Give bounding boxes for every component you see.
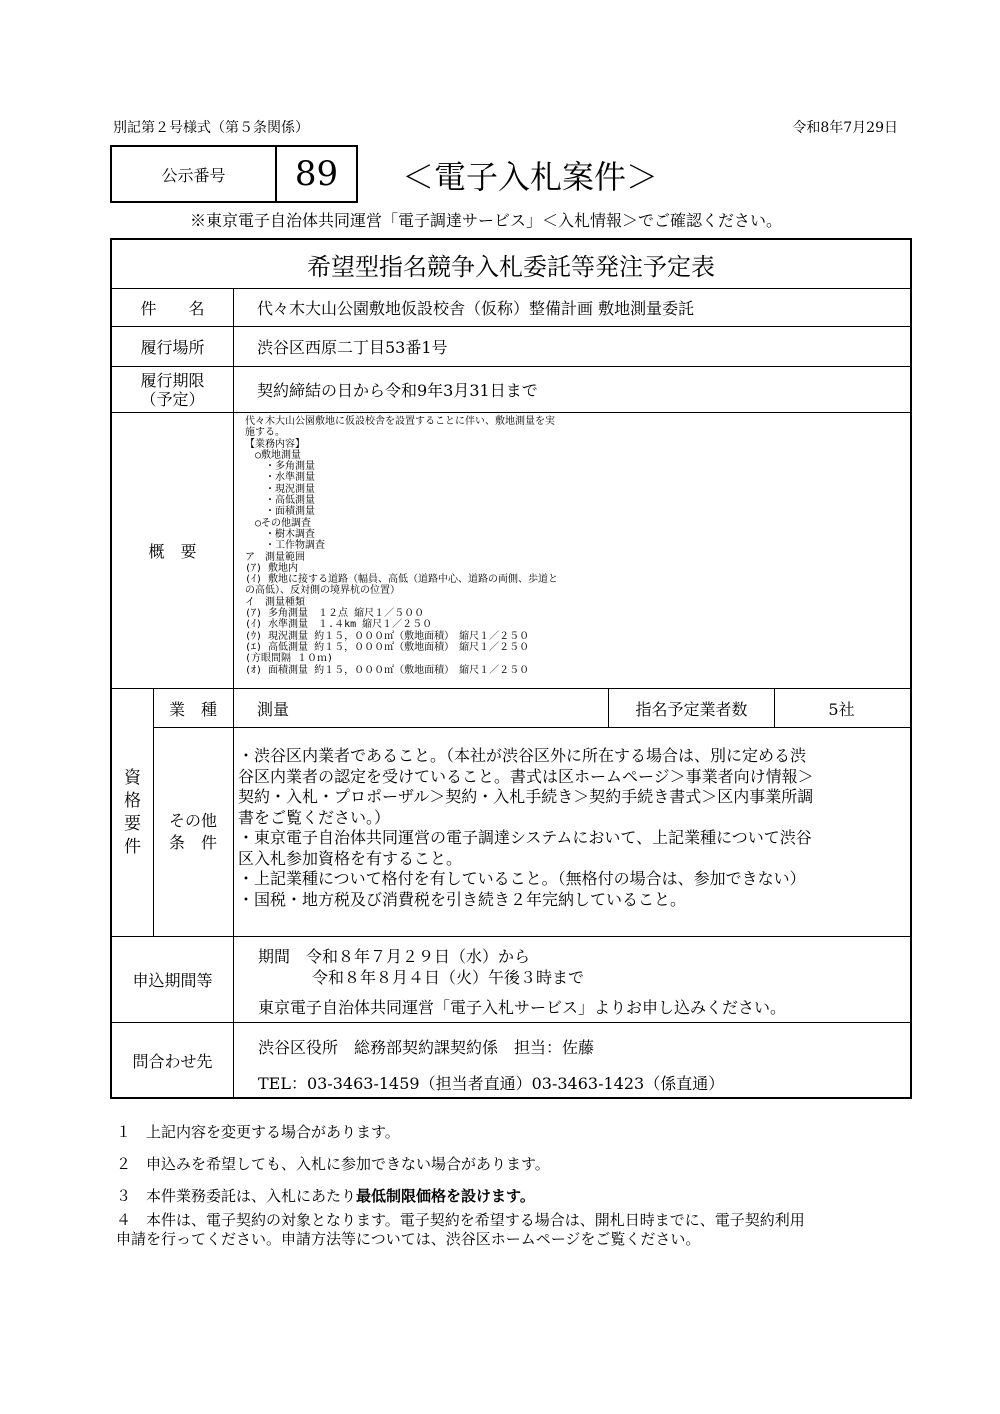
count-value: 5社 — [828, 699, 855, 719]
overview-line: ○その他調査 — [245, 517, 312, 529]
date: 令和8年7月29日 — [792, 120, 898, 136]
row-apply — [112, 936, 910, 1022]
row-contact — [112, 1022, 910, 1097]
overview-line: (ｲ) 敷地に接する道路（幅員、高低（道路中心、道路の両側、歩道と — [245, 574, 559, 586]
overview-line: (ｱ) 敷地内 — [245, 562, 299, 574]
overview-line: の高低）、反対側の境界杭の位置） — [245, 585, 400, 597]
notice-subnote: ※東京電子自治体共同運営「電子調達サービス」＜入札情報＞でご確認ください。 — [190, 211, 783, 230]
condition-line: ・東京電子自治体共同運営の電子調達システムにおいて、上記業種について渋谷 — [238, 828, 812, 847]
row-period — [112, 366, 910, 412]
overview-line: (ｳ) 現況測量 約１５，０００㎡（敷地面積） 縮尺１／２５０ — [245, 630, 530, 642]
condition-line: 書をご覧ください。） — [238, 807, 391, 827]
overview-text — [245, 416, 558, 676]
overview-line: ・樹木調査 — [245, 528, 315, 540]
condition-line: ・渋谷区内業者であること。（本社が渋谷区外に所在する場合は、別に定める渋 — [238, 746, 807, 765]
overview-line: 【業務内容】 — [245, 438, 305, 450]
count-label: 指名予定業者数 — [608, 689, 775, 727]
overview-line: (ｵ) 面積測量 約１５，０００㎡（敷地面積） 縮尺１／２５０ — [245, 664, 530, 676]
apply-line-1: 期間 令和８年７月２９日（水）から — [258, 947, 531, 966]
other-conditions — [238, 746, 814, 910]
subject-value: 代々木大山公園敷地仮設校舎（仮称）整備計画 敷地測量委託 — [257, 299, 695, 318]
notice-number-box — [110, 145, 358, 203]
industry-label: 業 種 — [153, 689, 234, 727]
form-label: 別記第２号様式（第５条関係） — [113, 120, 309, 136]
note-3-bold: 最低制限価格を設けます。 — [356, 1187, 535, 1205]
contact-line-1: 渋谷区役所 総務部契約課契約係 担当：佐藤 — [258, 1038, 595, 1057]
overview-line: ・工作物調査 — [245, 540, 325, 552]
place-value: 渋谷区西原二丁目53番1号 — [257, 338, 448, 357]
overview-label: 概 要 — [112, 413, 234, 688]
order-table — [110, 238, 912, 1099]
row-place — [112, 326, 910, 366]
overview-line: ・現況測量 — [245, 483, 315, 495]
note-3 — [116, 1185, 906, 1207]
condition-line: 契約・入札・プロポーザル＞契約・入札手続き＞契約手続き書式＞区内事業所調 — [238, 787, 814, 806]
overview-line: (ｲ) 水準測量 １.４km 縮尺１／２５０ — [245, 619, 433, 631]
note-3-text: ３ 本件業務委託は、入札にあたり — [116, 1187, 357, 1205]
qualification-label: 資 格 要 件 — [112, 689, 154, 936]
apply-line-2: 令和８年８月４日（火）午後３時まで — [312, 968, 585, 987]
note-4-line-1: ４ 本件は、電子契約の対象となります。電子契約を希望する場合は、開札日時までに、電子契約利用 — [116, 1211, 805, 1229]
subject-label: 件 名 — [112, 289, 234, 326]
industry-row — [153, 689, 910, 728]
note-2: ２ 申込みを希望しても、入札に参加できない場合があります。 — [116, 1155, 550, 1173]
note-4-line-2: 申請を行ってください。申請方法等については、渋谷区ホームページをご覧ください。 — [116, 1230, 701, 1248]
other-label: その他 条 件 — [153, 728, 234, 936]
condition-line: ・国税・地方税及び消費税を引き続き２年完納していること。 — [238, 889, 687, 909]
row-overview — [112, 412, 910, 688]
table-heading: 希望型指名競争入札委託等発注予定表 — [307, 252, 715, 281]
period-value: 契約締結の日から令和9年3月31日まで — [257, 381, 538, 400]
notice-number-label: 公示番号 — [112, 147, 277, 201]
condition-line: 区入札参加資格を有すること。 — [238, 848, 463, 868]
overview-line: (ｴ) 高低測量 約１５，０００㎡（敷地面積） 縮尺１／２５０ — [245, 641, 530, 653]
apply-line-3: 東京電子自治体共同運営「電子入札サービス」よりお申し込みください。 — [258, 998, 787, 1017]
overview-line: ・多角測量 — [245, 461, 315, 473]
apply-label: 申込期間等 — [112, 937, 234, 1022]
period-label: 履行期限 （予定） — [112, 367, 234, 412]
overview-line: (方眼間隔 １０ｍ) — [245, 653, 334, 665]
overview-line: 代々木大山公園敷地に仮設校舎を設置することに伴い、敷地測量を実 — [245, 416, 555, 427]
condition-line: ・上記業種について格付を有していること。（無格付の場合は、参加できない） — [238, 869, 806, 888]
overview-line: ○敷地測量 — [245, 449, 302, 461]
overview-line: ア 測量範囲 — [245, 551, 305, 563]
overview-line: ・面積測量 — [245, 506, 315, 518]
place-label: 履行場所 — [112, 327, 234, 366]
row-subject — [112, 288, 910, 326]
note-1: １ 上記内容を変更する場合があります。 — [116, 1123, 400, 1141]
condition-line: 谷区内業者の認定を受けていること。書式は区ホームページ＞事業者向け情報＞ — [238, 766, 814, 786]
notice-number: 89 — [294, 154, 339, 194]
overview-line: ・水準測量 — [245, 472, 315, 484]
contact-phone: TEL：03-3463-1459（担当者直通）03-3463-1423（係直通） — [258, 1074, 725, 1093]
overview-line: イ 測量種類 — [245, 596, 305, 608]
overview-line: (ｱ) 多角測量 １２点 縮尺１／５００ — [245, 608, 425, 620]
overview-line: ・高低測量 — [245, 495, 315, 507]
notes — [116, 1121, 906, 1249]
contact-label: 問合わせ先 — [112, 1023, 234, 1098]
overview-line: 施する。 — [245, 427, 285, 439]
row-qualification — [112, 688, 910, 936]
notice-title: ＜電子入札案件＞ — [402, 158, 659, 196]
industry-value: 測量 — [257, 699, 290, 719]
